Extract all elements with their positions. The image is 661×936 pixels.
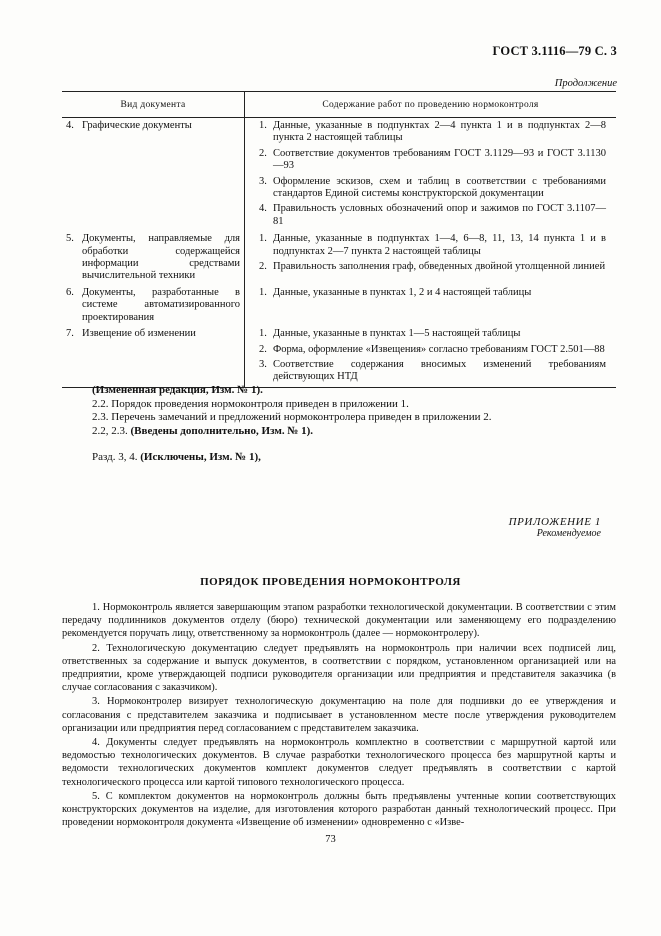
item-text: Форма, оформление «Извещения» согласно требованиям ГОСТ 2.501—88	[273, 343, 605, 355]
col-header-work-content: Содержание работ по проведению нормоконтроля	[322, 99, 539, 110]
list-item	[259, 233, 606, 258]
list-item	[259, 148, 606, 173]
procedure-paragraph: 2. Технологическую документацию следует предъявлять на нормоконтроль при наличии всех подписей лиц, ответственных за содержание и выпуск документов, в соответствии с порядком, установленном организацией или на предприятии, кроме утверждающей подписи руководителя организации или предприятия и представителя заказчика (в случае согласования с заказчиком).	[62, 642, 616, 694]
row-number: 7.	[66, 328, 74, 340]
item-number: 3.	[259, 358, 267, 370]
appendix-number: ПРИЛОЖЕНИЕ 1	[508, 516, 601, 528]
clause-2-2-2-3-note: 2.2, 2.3. (Введены дополнительно, Изм. № 1).	[92, 424, 314, 437]
table-row	[62, 326, 616, 387]
work-content-cell	[245, 326, 616, 387]
table-row	[62, 118, 616, 231]
appendix-label	[509, 516, 601, 539]
item-number: 2.	[259, 261, 267, 273]
row-number: 4.	[66, 120, 74, 131]
item-text: Данные, указанные в пунктах 1—5 настоящей таблицы	[273, 328, 521, 340]
revised-note: (Измененная редакция, Изм. № 1).	[92, 384, 263, 396]
list-item	[259, 176, 606, 201]
work-content-cell	[245, 231, 616, 285]
sections-excluded-note: Разд. 3, 4. (Исключены, Изм. № 1),	[92, 451, 261, 464]
document-type-cell	[62, 118, 245, 231]
list-item	[259, 344, 606, 356]
row-number: 5.	[66, 233, 74, 245]
item-number: 3.	[259, 175, 267, 187]
procedure-paragraph: 1. Нормоконтроль является завершающим этапом разработки технологической документации. В соответствии с этим передачу подлинников документов отделу (бюро) технической документации или заменяющему его подразделению рекомендуется поручать лицу, ответственному за нормоконтроль (далее — нормоконтролеру).	[62, 602, 616, 640]
document-type-cell	[62, 285, 245, 326]
item-text: Правильность условных обозначений опор и зажимов по ГОСТ 3.1107—81	[273, 203, 606, 227]
procedure-paragraph: 5. С комплектом документов на нормоконтроль должны быть предъявлены учтенные копии соответствующих конструкторских документов на изделие, для изготовления которого разработан данный технологический процесс. При проведении нормоконтроля документа «Извещение об изменении» одновременно с «Изве-	[62, 790, 616, 829]
item-number: 2.	[259, 343, 267, 355]
continuation-label: Продолжение	[554, 78, 617, 89]
document-type-name: Документы, разработанные в системе автоматизированного проектирования	[82, 286, 240, 323]
item-number: 4.	[259, 203, 267, 215]
item-text: Правильность заполнения граф, обведенных двойной утолщенной линией	[273, 261, 606, 273]
table-header	[62, 92, 616, 118]
table-row	[62, 231, 616, 285]
document-type-name: Графические документы	[82, 120, 192, 131]
item-number: 1.	[259, 328, 267, 340]
clause-2-3: 2.3. Перечень замечаний и предложений нормоконтролера приведен в приложении 2.	[92, 411, 492, 424]
list-item	[259, 328, 606, 340]
item-text: Соответствие документов требованиям ГОСТ 3.1129—93 и ГОСТ 3.1130—93	[273, 147, 606, 172]
page-number: 73	[325, 834, 336, 845]
document-type-cell	[62, 326, 245, 387]
list-item	[259, 287, 606, 299]
document-type-name: Извещение об изменении	[82, 328, 196, 340]
item-text: Данные, указанные в пунктах 1, 2 и 4 настоящей таблицы	[273, 286, 532, 298]
col-header-document-type: Вид документа	[62, 92, 245, 117]
document-type-name: Документы, направляемые для обработки содержащейся информации средствами вычислительной техники	[82, 233, 240, 282]
row-number: 6.	[66, 286, 74, 298]
section-title: ПОРЯДОК ПРОВЕДЕНИЯ НОРМОКОНТРОЛЯ	[200, 576, 461, 588]
item-text: Данные, указанные в подпунктах 2—4 пункта 1 и в подпунктах 2—8 пункта 2 настоящей таблицы	[273, 120, 606, 144]
appendix-status: Рекомендуемое	[536, 528, 601, 539]
normcontrol-table	[62, 91, 616, 388]
procedure-paragraph: 3. Нормоконтролер визирует технологическую документацию на поле для подшивки до ее утверждения и согласования с представителем заказчика и подписывает в установленном месте после утверждения руководителем организации или предприятия перед согласованием с представителем заказчика.	[62, 696, 616, 734]
item-number: 1.	[259, 120, 267, 131]
item-number: 2.	[259, 147, 267, 159]
list-item	[259, 120, 606, 145]
list-item	[259, 203, 606, 228]
item-text: Оформление эскизов, схем и таблиц в соответствии с требованиями стандартов Единой системы конструкторской документации	[273, 175, 606, 200]
item-text: Данные, указанные в подпунктах 1—4, 6—8, 11, 13, 14 пункта 1 и в подпунктах 2—7 пункта 2 настоящей таблицы	[273, 233, 606, 257]
document-type-cell	[62, 231, 245, 285]
document-code-header: ГОСТ 3.1116—79 С. 3	[492, 44, 617, 58]
table-body	[62, 118, 616, 387]
procedure-paragraphs	[62, 601, 616, 830]
item-text: Соответствие содержания вносимых изменений требованиям действующих НТД	[273, 358, 606, 383]
work-content-cell	[245, 285, 616, 326]
list-item	[259, 359, 606, 384]
work-content-cell	[245, 118, 616, 231]
item-number: 1.	[259, 233, 267, 245]
item-number: 1.	[259, 286, 267, 298]
list-item	[259, 261, 606, 273]
notes-block	[62, 384, 616, 465]
clause-2-2: 2.2. Порядок проведения нормоконтроля приведен в приложении 1.	[92, 397, 409, 410]
procedure-paragraph: 4. Документы следует предъявлять на нормоконтроль комплектно в соответствии с маршрутной картой или ведомостью технологических документов. В случае разработки технологического процесса без маршрутной карты и ведомости технологических документов комплект документов следует предъявлять в соответствии с картой технологического процесса или картой типового технологического процесса.	[62, 737, 616, 788]
table-row	[62, 285, 616, 326]
